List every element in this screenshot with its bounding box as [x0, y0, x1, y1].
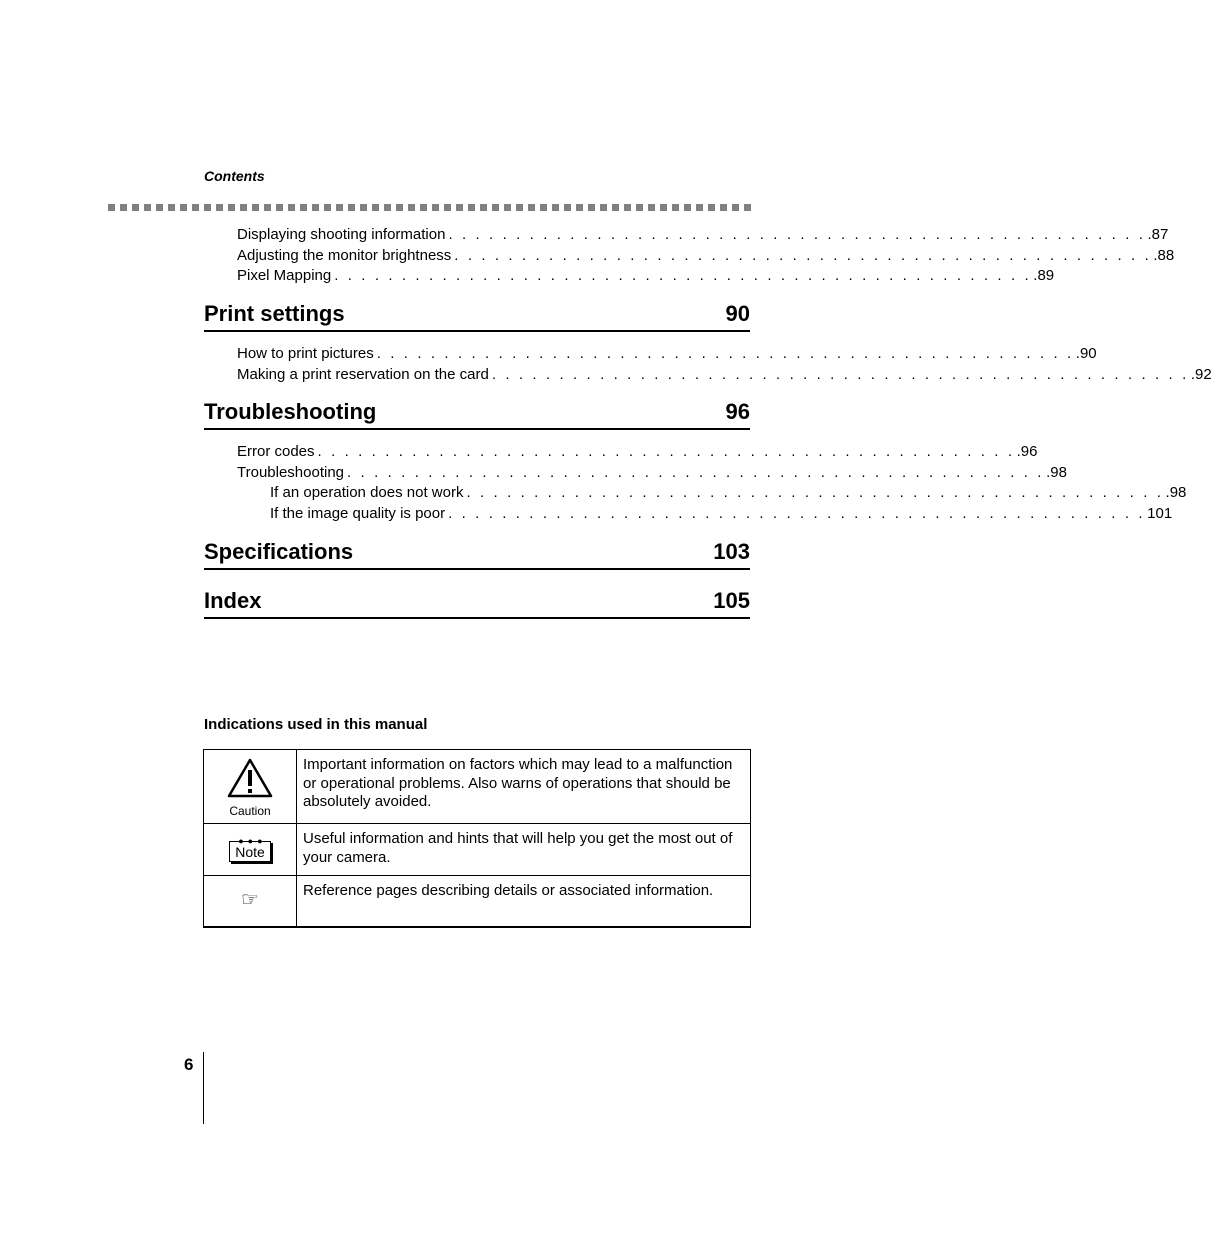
- dot-leader: . . . . . . . . . . . . . . . . . . . . . . . . . . . . . . . . . . . . . . . . . . . . . . . . . . . .: [317, 443, 1015, 460]
- running-head: Contents: [204, 168, 265, 184]
- description-cell: Useful information and hints that will help you get the most out of your camera.: [297, 824, 751, 876]
- section-page: 96: [725, 399, 750, 424]
- page-number-rule: [203, 1052, 204, 1124]
- dotted-divider: [108, 204, 754, 211]
- section-title: Troubleshooting: [204, 399, 377, 424]
- toc-entry-label: Adjusting the monitor brightness: [237, 247, 452, 264]
- section-heading-troubleshooting[interactable]: [204, 396, 750, 430]
- toc-entry-page: .98: [1046, 464, 1067, 481]
- note-icon: [229, 835, 271, 862]
- toc-entry[interactable]: [237, 246, 1175, 266]
- icon-cell: [204, 824, 297, 876]
- toc-entry-label: Displaying shooting information: [237, 226, 446, 243]
- dot-leader: . . . . . . . . . . . . . . . . . . . . . . . . . . . . . . . . . . . . . . . . . . . . . . . . . . . .: [347, 464, 1045, 481]
- indications-title: Indications used in this manual: [204, 716, 428, 733]
- dot-leader: . . . . . . . . . . . . . . . . . . . . . . . . . . . . . . . . . . . . . . . . . . . . . . . . . . . .: [448, 226, 1146, 243]
- table-row: [204, 876, 751, 928]
- dot-leader: . . . . . . . . . . . . . . . . . . . . . . . . . . . . . . . . . . . . . . . . . . . . . . . . . . . .: [466, 484, 1164, 501]
- note-binding-dots: ●●●: [238, 835, 267, 846]
- dot-leader: . . . . . . . . . . . . . . . . . . . . . . . . . . . . . . . . . . . . . . . . . . . . . . . . . . . .: [448, 505, 1146, 522]
- toc-entry[interactable]: [237, 463, 1067, 483]
- toc-entry-page: .96: [1016, 443, 1038, 460]
- toc-entry-label: Error codes: [237, 443, 315, 460]
- pointing-hand-icon: ☞: [241, 889, 259, 912]
- icon-cell: [204, 876, 297, 928]
- toc-entry-page: .89: [1033, 267, 1055, 284]
- dot-leader: . . . . . . . . . . . . . . . . . . . . . . . . . . . . . . . . . . . . . . . . . . . . . . . . . . . .: [376, 345, 1074, 362]
- toc-entry[interactable]: [237, 225, 1169, 245]
- section-title: Print settings: [204, 301, 345, 326]
- toc-entry-label: Pixel Mapping: [237, 267, 332, 284]
- section-title: Index: [204, 588, 262, 613]
- toc-entry-label: If an operation does not work: [270, 484, 464, 501]
- toc-entry-label: Troubleshooting: [237, 464, 345, 481]
- toc-entry-label: Making a print reservation on the card: [237, 366, 489, 383]
- indications-table: [203, 749, 751, 928]
- dot-leader: . . . . . . . . . . . . . . . . . . . . . . . . . . . . . . . . . . . . . . . . . . . . . . . . . . . .: [334, 267, 1032, 284]
- section-heading-specifications[interactable]: [204, 536, 750, 570]
- table-row: [204, 824, 751, 876]
- toc-entry[interactable]: [237, 344, 1097, 364]
- description-cell: Important information on factors which may lead to a malfunction or operational problems. Also warns of operations that should be absolutely avoided.: [297, 750, 751, 824]
- toc-entry-page: .90: [1075, 345, 1097, 362]
- toc-entry-page: .88: [1153, 247, 1175, 264]
- dot-leader: . . . . . . . . . . . . . . . . . . . . . . . . . . . . . . . . . . . . . . . . . . . . . . . . . . . .: [454, 247, 1152, 264]
- description-cell: Reference pages describing details or associated information.: [297, 876, 751, 928]
- toc-entry[interactable]: [237, 442, 1038, 462]
- icon-cell: [204, 750, 297, 824]
- toc-entry-page: .92: [1190, 366, 1212, 383]
- page-number: 6: [184, 1055, 194, 1074]
- toc-subentry[interactable]: [270, 483, 1187, 503]
- toc-entry-page: .98: [1165, 484, 1187, 501]
- toc-entry-label: How to print pictures: [237, 345, 374, 362]
- section-heading-index[interactable]: [204, 585, 750, 619]
- toc-entry-page: 101: [1147, 505, 1173, 522]
- section-page: 103: [713, 539, 750, 564]
- toc-entry-page: .87: [1147, 226, 1169, 243]
- section-heading-print-settings[interactable]: [204, 298, 750, 332]
- toc-entry[interactable]: [237, 365, 1212, 385]
- section-page: 90: [725, 301, 750, 326]
- note-label: Note: [235, 843, 265, 860]
- section-page: 105: [713, 588, 750, 613]
- table-row: [204, 750, 751, 824]
- toc-entry[interactable]: [237, 266, 1055, 286]
- toc-entry-label: If the image quality is poor: [270, 505, 446, 522]
- caution-icon: [227, 758, 273, 804]
- section-title: Specifications: [204, 539, 354, 564]
- dot-leader: . . . . . . . . . . . . . . . . . . . . . . . . . . . . . . . . . . . . . . . . . . . . . . . . . . . .: [491, 366, 1189, 383]
- toc-subentry[interactable]: [270, 504, 1173, 524]
- caution-label: Caution: [229, 803, 271, 818]
